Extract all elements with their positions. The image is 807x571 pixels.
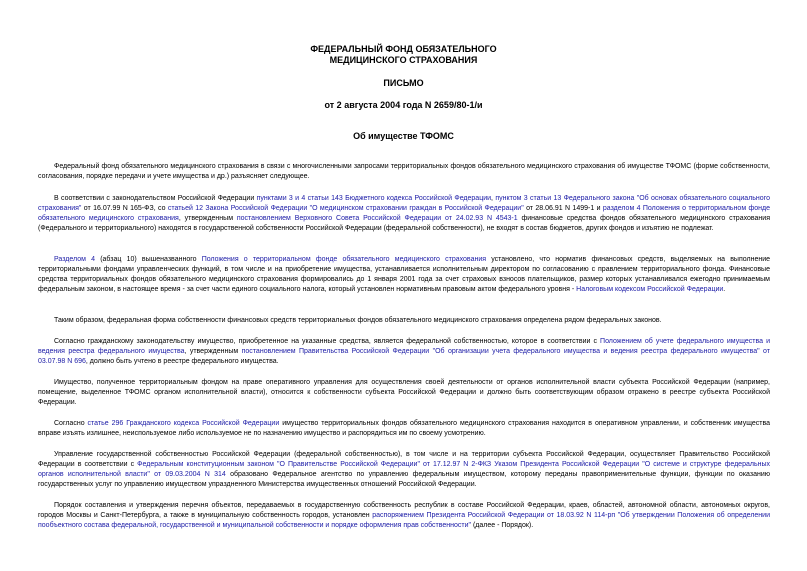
paragraph-text: Управление государственной собственностью Российской Федерации (федеральной собственностью), в том числе и на территории субъекта Российской Федерации, осуществляет Правительство Российской Федерации в соответствии с — [38, 451, 770, 468]
legal-reference-link[interactable]: Указом Президента Российской Федерации "О системе и структуре федеральных органов исполнительной власти" от 09.03.2004 N 314 — [38, 461, 770, 478]
body-paragraph — [38, 194, 770, 234]
paragraph-text: образовано Федеральное агентство по управлению федеральным имуществом, которому переданы правоприменительные функции, функции по оказанию государственных услуг по управлению имуществом упраздненного Министерства имущественных отношений Российской Федерации. — [38, 471, 770, 488]
paragraph-text: от 28.06.91 N 1499-1 и — [523, 205, 603, 212]
paragraph-text: В соответствии с законодательством Российской Федерации — [54, 195, 257, 202]
body-paragraph — [38, 337, 770, 367]
paragraph-text: имущество территориальных фондов обязательного медицинского страхования находится в оперативном управлении, и собственник имущества вправе изъять излишнее, неиспользуемое либо используемое не по назначению имущество и распорядиться им по своему усмотрению. — [38, 420, 771, 437]
paragraph-text: Порядок составления и утверждения перечня объектов, передаваемых в государственную собственность республик в составе Российской Федерации, краев, областей, автономной области, автономных округов, городов Москвы и Санкт-Петербурга, а также в муниципальную собственность городов, установлен — [38, 502, 770, 519]
body-paragraph — [38, 501, 770, 531]
paragraph-text: , — [491, 195, 496, 202]
paragraph-text: (абзац 10) вышеназванного — [95, 256, 202, 263]
document-subject: Об имуществе ТФОМС — [353, 131, 454, 141]
paragraph-text: Федеральный фонд обязательного медицинского страхования в связи с многочисленными запросами территориальных фондов обязательного медицинского страхования об имуществе ТФОМС (форме собственности, согласования, порядке передачи и учете имущества и др.) разъясняет следующее. — [38, 163, 770, 180]
paragraph-text: , утвержденным — [178, 215, 237, 222]
legal-reference-link[interactable]: Положением об учете федерального имущества и ведения реестра федерального имущества — [38, 338, 770, 355]
paragraph-text: Согласно — [54, 420, 88, 427]
legal-reference-link[interactable]: постановлением Верховного Совета Российской Федерации от 24.02.93 N 4543-1 — [236, 215, 518, 222]
legal-reference-link[interactable]: постановлением Правительства Российской Федерации "Об организации учета федерального имущества и ведения реестра федерального имущества" от 03.07.98 N 696 — [38, 348, 770, 365]
legal-reference-link[interactable]: статьей 12 Закона Российской Федерации "О медицинском страховании граждан в Российской Федерации" — [167, 205, 524, 212]
legal-reference-link[interactable]: Положения о территориальном фонде обязательного медицинского страхования — [201, 256, 487, 263]
paragraph-text: . — [723, 286, 726, 293]
legal-reference-link[interactable]: пунктами 3 и 4 статьи 143 Бюджетного кодекса Российской Федерации — [256, 195, 492, 202]
paragraph-text: , утвержденным — [184, 348, 242, 355]
legal-reference-link[interactable]: распоряжением Президента Российской Федерации от 18.03.92 N 114-рп "Об утверждении Положения об определении пообъектного состава федеральной, государственной и муниципальной собственности и порядке оформления прав собственности" — [38, 512, 770, 529]
legal-reference-link[interactable]: разделом 4 Положения о территориальном фонде обязательного медицинского страхования — [38, 205, 771, 222]
body-paragraph — [38, 378, 770, 408]
document-date-number: от 2 августа 2004 года N 2659/80-1/и — [324, 100, 483, 110]
legal-reference-link[interactable]: пунктом 3 статьи 13 Федерального закона "Об основах обязательного социального страхования" — [38, 195, 770, 212]
paragraph-text: Имущество, полученное территориальным фондом на праве оперативного управления для осуществления своей деятельности от органов исполнительной власти субъекта Российской Федерации (например, помещение, выделенное ТФОМС органом исполнительной власти), относится к собственности субъекта Российской Федерации и должно быть соответствующим образом отражено в реестре субъекта Российской Федерации. — [38, 379, 770, 406]
paragraph-text: Таким образом, федеральная форма собственности финансовых средств территориальных фондов обязательного медицинского страхования определена рядом федеральных законов. — [54, 317, 662, 324]
body-paragraph — [38, 450, 770, 490]
legal-reference-link[interactable]: Разделом 4 — [54, 256, 96, 263]
paragraph-text: Согласно гражданскому законодательству имущество, приобретенное на указанные средства, является федеральной собственностью, которое в соответствии с — [54, 338, 601, 345]
organization-name-line2: МЕДИЦИНСКОГО СТРАХОВАНИЯ — [329, 55, 478, 65]
body-paragraph — [38, 162, 770, 182]
body-paragraph — [38, 255, 770, 295]
document-type: ПИСЬМО — [383, 78, 424, 88]
paragraph-text: , должно быть учтено в реестре федерального имущества. — [85, 358, 279, 365]
paragraph-text: от 16.07.99 N 165-ФЗ, со — [81, 205, 168, 212]
legal-reference-link[interactable]: Налоговым кодексом Российской Федерации — [576, 286, 724, 293]
organization-name-line1: ФЕДЕРАЛЬНЫЙ ФОНД ОБЯЗАТЕЛЬНОГО — [310, 44, 497, 54]
legal-reference-link[interactable]: статье 296 Гражданского кодекса Российской Федерации — [87, 420, 280, 427]
paragraph-text: установлено, что норматив финансовых средств, выделяемых на выполнение территориальными фондами управленческих функций, в том числе и на приобретение имущества, устанавливается исполнительным директором по согласованию с правлением территориального фонда. Финансовые средства территориальных фондов обязательного медицинского страхования формировались до 1 января 2001 года за счет страховых взносов плательщиков, размер которых устанавливался ежегодно принимаемым федеральным законом, в настоящее время - за счет части единого социального налога, который установлен нормативным правовым актом федерального уровня - — [38, 256, 771, 293]
body-paragraph — [38, 419, 770, 439]
legal-reference-link[interactable]: Федеральным конституционным законом "О Правительстве Российской Федерации" от 17.12.97 N 2-ФКЗ — [137, 461, 492, 468]
paragraph-text: финансовые средства фондов обязательного медицинского страхования (Федерального и территориального) находятся в государственной собственности Российской Федерации (федеральной собственности), не входят в состав бюджетов, других фондов и изъятию не подлежат. — [38, 215, 770, 232]
body-paragraph — [38, 316, 770, 326]
paragraph-text: (далее - Порядок). — [471, 522, 534, 529]
